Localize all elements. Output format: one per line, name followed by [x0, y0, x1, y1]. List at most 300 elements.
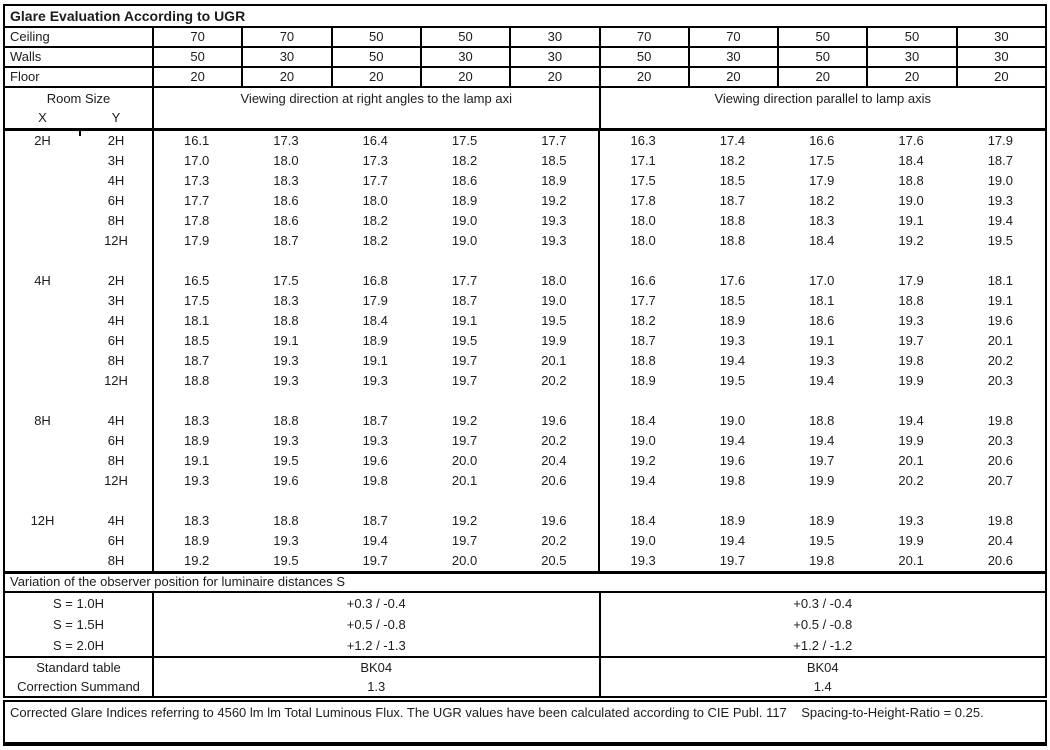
room-y-value: 2H	[107, 133, 125, 148]
xy-divider-tick	[79, 131, 81, 136]
summary-left-value: BK04	[152, 658, 599, 677]
ugr-value-left: 19.2	[451, 513, 478, 528]
ugr-value-right: 17.0	[809, 273, 835, 288]
ugr-row	[5, 351, 1045, 371]
room-x-value	[5, 291, 80, 311]
ugr-value-right: 18.4	[630, 413, 656, 428]
ugr-value-left: 18.1	[183, 313, 210, 328]
ugr-value-right: 19.5	[809, 533, 835, 548]
ugr-value-right: 19.2	[898, 233, 924, 248]
ugr-value-left: 18.8	[273, 513, 299, 528]
variation-rows	[5, 593, 1045, 658]
ugr-value-left: 19.0	[541, 293, 567, 308]
room-x-value	[5, 451, 80, 471]
ugr-value-left: 18.8	[183, 373, 210, 388]
room-y-value: 4H	[107, 513, 125, 528]
ugr-value-left: 18.2	[362, 233, 388, 248]
ugr-value-left: 18.5	[541, 153, 567, 168]
room-size-axes	[5, 110, 152, 126]
ugr-value-right: 18.3	[809, 213, 835, 228]
ugr-value-left: 18.9	[541, 173, 567, 188]
ugr-value-left: 18.7	[183, 353, 210, 368]
ugr-value-left: 18.2	[362, 213, 388, 228]
ugr-value-left: 18.5	[183, 333, 210, 348]
ugr-value-left: 20.4	[541, 453, 567, 468]
ugr-value-right: 19.8	[987, 513, 1013, 528]
ugr-row	[5, 471, 1045, 491]
room-x-value	[5, 191, 80, 211]
room-x-value	[5, 211, 80, 231]
room-x-value	[5, 151, 80, 171]
room-size-header	[5, 88, 152, 128]
variation-label: S = 1.0H	[53, 596, 104, 611]
ugr-value-left: 19.3	[183, 473, 210, 488]
ugr-value-right: 19.4	[630, 473, 656, 488]
summary-label: Correction Summand	[17, 679, 140, 694]
surface-value: 70	[599, 28, 688, 46]
ugr-value-right: 19.8	[898, 353, 924, 368]
surface-label: Ceiling	[10, 29, 50, 44]
ugr-value-right: 17.6	[719, 273, 746, 288]
ugr-row	[5, 291, 1045, 311]
ugr-value-right: 19.8	[809, 553, 835, 568]
ugr-value-right: 18.8	[719, 233, 746, 248]
ugr-value-right: 18.1	[809, 293, 835, 308]
ugr-value-left: 18.0	[273, 153, 299, 168]
ugr-row	[5, 511, 1045, 531]
surface-value: 30	[688, 48, 777, 66]
ugr-value-right: 20.1	[898, 453, 924, 468]
variation-left-value: +0.5 / -0.8	[152, 614, 599, 635]
right-viewing-direction-heading: Viewing direction parallel to lamp axis	[599, 88, 1046, 128]
summary-label: Standard table	[36, 660, 121, 675]
room-y-value: 3H	[107, 293, 125, 308]
ugr-value-right: 18.4	[809, 233, 835, 248]
surface-value: 20	[777, 68, 866, 86]
ugr-value-left: 19.3	[273, 433, 299, 448]
summary-right-value: BK04	[599, 658, 1046, 677]
ugr-value-left: 17.9	[362, 293, 388, 308]
ugr-value-left: 18.7	[273, 233, 299, 248]
ugr-value-left: 18.2	[451, 153, 478, 168]
room-y-value: 4H	[107, 313, 125, 328]
ugr-value-right: 17.9	[809, 173, 835, 188]
ugr-value-left: 19.3	[541, 213, 567, 228]
room-x-value: 2H	[34, 133, 51, 148]
ugr-row	[5, 271, 1045, 291]
summary-row	[5, 658, 1045, 677]
variation-label: S = 2.0H	[53, 638, 104, 653]
ugr-value-right: 20.1	[898, 553, 924, 568]
ugr-value-left: 20.2	[541, 533, 567, 548]
ugr-value-left: 17.8	[183, 213, 210, 228]
ugr-value-left: 18.3	[183, 413, 210, 428]
surface-value: 30	[956, 28, 1045, 46]
surface-value: 50	[331, 48, 420, 66]
room-y-value: 6H	[107, 333, 125, 348]
ugr-table	[3, 4, 1047, 698]
ugr-value-right: 17.9	[898, 273, 924, 288]
spacer-row	[5, 391, 1045, 411]
ugr-value-left: 18.9	[451, 193, 478, 208]
ugr-row	[5, 431, 1045, 451]
ugr-value-right: 19.8	[987, 413, 1013, 428]
variation-row	[5, 635, 1045, 656]
ugr-value-right: 19.9	[898, 433, 924, 448]
ugr-value-right: 19.0	[630, 533, 656, 548]
variation-row	[5, 593, 1045, 614]
ugr-row	[5, 231, 1045, 251]
ugr-value-left: 19.1	[183, 453, 210, 468]
ugr-value-right: 20.2	[987, 353, 1013, 368]
ugr-value-left: 17.5	[273, 273, 299, 288]
surface-value: 30	[509, 28, 598, 46]
ugr-value-left: 19.5	[541, 313, 567, 328]
ugr-value-left: 18.0	[541, 273, 567, 288]
ugr-value-left: 16.5	[183, 273, 210, 288]
variation-label: S = 1.5H	[53, 617, 104, 632]
ugr-value-left: 20.6	[541, 473, 567, 488]
ugr-value-left: 19.6	[541, 513, 567, 528]
table-header-row	[5, 88, 1045, 131]
room-y-value: 8H	[107, 553, 125, 568]
ugr-value-left: 18.6	[273, 193, 299, 208]
footer-note: Corrected Glare Indices referring to 4560 lm lm Total Luminous Flux. The UGR values have been calculated according to CIE Publ. 117 Spacing-to-Height-Ratio = 0.25.	[3, 700, 1047, 746]
ugr-value-right: 18.0	[630, 213, 656, 228]
ugr-value-left: 19.3	[362, 433, 388, 448]
surface-row	[5, 28, 1045, 48]
room-x-value	[5, 471, 80, 491]
room-y-value: 12H	[104, 373, 128, 388]
ugr-value-right: 18.0	[630, 233, 656, 248]
ugr-value-left: 17.5	[451, 133, 478, 148]
ugr-value-left: 17.7	[183, 193, 210, 208]
ugr-row	[5, 191, 1045, 211]
surface-value: 70	[152, 28, 241, 46]
ugr-value-right: 19.1	[987, 293, 1013, 308]
ugr-value-left: 19.0	[451, 213, 478, 228]
ugr-value-left: 19.8	[362, 473, 388, 488]
surface-value: 20	[152, 68, 241, 86]
variation-row	[5, 614, 1045, 635]
ugr-value-right: 19.0	[719, 413, 746, 428]
ugr-value-left: 19.7	[451, 373, 478, 388]
ugr-value-left: 19.6	[273, 473, 299, 488]
ugr-value-right: 18.9	[719, 313, 746, 328]
ugr-value-right: 18.2	[630, 313, 656, 328]
surface-value: 20	[241, 68, 330, 86]
ugr-value-left: 18.7	[362, 413, 388, 428]
ugr-value-right: 18.8	[809, 413, 835, 428]
surface-value: 30	[866, 48, 955, 66]
ugr-value-right: 17.5	[630, 173, 656, 188]
ugr-value-left: 19.7	[362, 553, 388, 568]
surface-row	[5, 48, 1045, 68]
ugr-value-left: 17.7	[451, 273, 478, 288]
ugr-row	[5, 531, 1045, 551]
room-x-value	[5, 311, 80, 331]
page-title: Glare Evaluation According to UGR	[5, 6, 1045, 28]
ugr-value-right: 20.6	[987, 453, 1013, 468]
ugr-value-right: 19.6	[987, 313, 1013, 328]
ugr-value-left: 17.3	[362, 153, 388, 168]
ugr-data-rows	[5, 131, 1045, 571]
room-y-value: 8H	[107, 213, 125, 228]
ugr-value-left: 19.5	[273, 553, 299, 568]
surface-value: 50	[777, 28, 866, 46]
room-x-value	[5, 531, 80, 551]
surface-value: 20	[688, 68, 777, 86]
ugr-row	[5, 451, 1045, 471]
room-x-value	[5, 371, 80, 391]
ugr-value-right: 19.7	[898, 333, 924, 348]
ugr-value-left: 19.2	[541, 193, 567, 208]
ugr-value-left: 17.7	[541, 133, 567, 148]
ugr-value-right: 19.4	[719, 433, 746, 448]
surface-label: Walls	[10, 49, 42, 64]
ugr-value-left: 17.5	[183, 293, 210, 308]
ugr-value-left: 20.1	[451, 473, 478, 488]
ugr-value-right: 19.7	[719, 553, 746, 568]
ugr-value-left: 17.7	[362, 173, 388, 188]
ugr-value-left: 20.1	[541, 353, 567, 368]
variation-right-value: +1.2 / -1.2	[599, 635, 1046, 656]
ugr-row	[5, 131, 1045, 151]
ugr-value-right: 18.8	[898, 293, 924, 308]
room-y-value: 6H	[107, 533, 125, 548]
summary-rows	[5, 658, 1045, 696]
surface-row	[5, 68, 1045, 88]
room-x-value: 4H	[34, 273, 51, 288]
variation-left-value: +0.3 / -0.4	[152, 593, 599, 614]
ugr-value-left: 19.7	[451, 433, 478, 448]
ugr-value-right: 19.3	[898, 513, 924, 528]
ugr-value-left: 18.4	[362, 313, 388, 328]
ugr-value-right: 19.8	[719, 473, 746, 488]
ugr-value-left: 18.7	[451, 293, 478, 308]
surface-value: 20	[331, 68, 420, 86]
room-y-value: 4H	[107, 173, 125, 188]
ugr-value-left: 18.6	[273, 213, 299, 228]
ugr-value-left: 19.6	[362, 453, 388, 468]
surface-value: 50	[420, 28, 509, 46]
room-x-value	[5, 231, 80, 251]
ugr-value-left: 19.7	[451, 533, 478, 548]
ugr-value-right: 18.8	[898, 173, 924, 188]
ugr-value-right: 18.9	[719, 513, 746, 528]
ugr-value-right: 19.9	[809, 473, 835, 488]
ugr-value-right: 18.7	[987, 153, 1013, 168]
ugr-value-left: 17.3	[183, 173, 210, 188]
ugr-value-right: 19.4	[809, 433, 835, 448]
surface-reflectance-rows	[5, 28, 1045, 88]
room-x-value: 12H	[30, 513, 55, 528]
room-y-value: 6H	[107, 433, 125, 448]
ugr-value-left: 19.3	[362, 373, 388, 388]
ugr-value-left: 16.1	[183, 133, 210, 148]
ugr-value-right: 18.5	[719, 173, 746, 188]
ugr-value-right: 19.6	[719, 453, 746, 468]
surface-value: 50	[866, 28, 955, 46]
ugr-row	[5, 411, 1045, 431]
variation-heading: Variation of the observer position for luminaire distances S	[5, 574, 1045, 593]
ugr-row	[5, 151, 1045, 171]
ugr-value-left: 19.3	[273, 373, 299, 388]
ugr-value-right: 19.9	[898, 373, 924, 388]
surface-value: 30	[956, 48, 1045, 66]
ugr-value-right: 20.4	[987, 533, 1013, 548]
ugr-value-right: 20.6	[987, 553, 1013, 568]
ugr-value-right: 17.8	[630, 193, 656, 208]
room-y-value: 6H	[107, 193, 125, 208]
ugr-value-left: 19.5	[273, 453, 299, 468]
ugr-value-right: 19.3	[630, 553, 656, 568]
ugr-value-left: 18.9	[183, 433, 210, 448]
y-axis-label: Y	[111, 110, 121, 125]
ugr-value-right: 17.5	[809, 153, 835, 168]
ugr-value-left: 18.8	[273, 413, 299, 428]
ugr-value-right: 17.6	[898, 133, 924, 148]
ugr-value-right: 19.0	[630, 433, 656, 448]
ugr-value-right: 16.3	[630, 133, 656, 148]
ugr-value-left: 19.2	[183, 553, 210, 568]
ugr-value-right: 19.3	[987, 193, 1013, 208]
ugr-value-left: 17.9	[183, 233, 210, 248]
ugr-value-right: 19.4	[898, 413, 924, 428]
ugr-value-left: 19.0	[451, 233, 478, 248]
ugr-value-left: 18.3	[273, 173, 299, 188]
ugr-value-right: 18.7	[719, 193, 746, 208]
ugr-value-left: 19.1	[273, 333, 299, 348]
ugr-value-left: 18.3	[273, 293, 299, 308]
ugr-value-right: 19.4	[987, 213, 1013, 228]
ugr-value-right: 20.7	[987, 473, 1013, 488]
summary-row	[5, 677, 1045, 696]
ugr-value-left: 18.8	[273, 313, 299, 328]
ugr-value-right: 17.1	[630, 153, 656, 168]
ugr-value-right: 18.1	[987, 273, 1013, 288]
ugr-row	[5, 331, 1045, 351]
ugr-value-left: 19.7	[451, 353, 478, 368]
ugr-value-right: 19.1	[809, 333, 835, 348]
surface-value: 20	[956, 68, 1045, 86]
ugr-value-left: 19.1	[362, 353, 388, 368]
ugr-value-left: 19.2	[451, 413, 478, 428]
ugr-value-right: 19.4	[719, 353, 746, 368]
ugr-value-left: 16.4	[362, 133, 388, 148]
ugr-value-left: 17.3	[273, 133, 299, 148]
ugr-value-right: 16.6	[630, 273, 656, 288]
summary-right-value: 1.4	[599, 677, 1046, 696]
surface-value: 50	[599, 48, 688, 66]
ugr-value-left: 19.3	[273, 533, 299, 548]
ugr-value-right: 19.4	[719, 533, 746, 548]
ugr-value-left: 19.5	[451, 333, 478, 348]
ugr-value-right: 19.5	[719, 373, 746, 388]
ugr-value-right: 19.3	[898, 313, 924, 328]
ugr-value-right: 19.1	[898, 213, 924, 228]
room-y-value: 8H	[107, 353, 125, 368]
ugr-row	[5, 211, 1045, 231]
surface-value: 50	[777, 48, 866, 66]
ugr-value-left: 20.5	[541, 553, 567, 568]
room-size-label: Room Size	[46, 91, 111, 106]
ugr-value-right: 18.9	[809, 513, 835, 528]
ugr-value-right: 18.2	[809, 193, 835, 208]
ugr-value-right: 18.4	[630, 513, 656, 528]
variation-right-value: +0.5 / -0.8	[599, 614, 1046, 635]
ugr-value-right: 19.0	[987, 173, 1013, 188]
ugr-value-left: 19.3	[273, 353, 299, 368]
ugr-value-left: 18.9	[362, 333, 388, 348]
room-y-value: 3H	[107, 153, 125, 168]
ugr-value-right: 18.7	[630, 333, 656, 348]
ugr-value-left: 20.2	[541, 433, 567, 448]
ugr-value-left: 18.3	[183, 513, 210, 528]
ugr-value-left: 20.0	[451, 453, 478, 468]
ugr-value-left: 18.0	[362, 193, 388, 208]
ugr-value-left: 17.0	[183, 153, 210, 168]
ugr-value-right: 19.7	[809, 453, 835, 468]
ugr-value-left: 18.9	[183, 533, 210, 548]
room-y-value: 4H	[107, 413, 125, 428]
room-y-value: 2H	[107, 273, 125, 288]
room-x-value: 8H	[34, 413, 51, 428]
ugr-row	[5, 371, 1045, 391]
room-y-value: 12H	[104, 233, 128, 248]
ugr-value-right: 20.1	[987, 333, 1013, 348]
ugr-value-right: 18.5	[719, 293, 746, 308]
ugr-value-left: 19.3	[541, 233, 567, 248]
ugr-value-right: 16.6	[809, 133, 835, 148]
ugr-value-right: 18.2	[719, 153, 746, 168]
ugr-value-right: 19.0	[898, 193, 924, 208]
spacer-row	[5, 491, 1045, 511]
surface-value: 20	[420, 68, 509, 86]
ugr-value-right: 19.2	[630, 453, 656, 468]
surface-value: 20	[509, 68, 598, 86]
left-viewing-direction-heading: Viewing direction at right angles to the lamp axi	[152, 88, 599, 128]
ugr-row	[5, 171, 1045, 191]
ugr-value-right: 19.4	[809, 373, 835, 388]
surface-value: 20	[866, 68, 955, 86]
summary-left-value: 1.3	[152, 677, 599, 696]
room-y-value: 8H	[107, 453, 125, 468]
ugr-value-right: 17.9	[987, 133, 1013, 148]
vertical-divider-middle	[598, 131, 600, 571]
ugr-value-left: 18.7	[362, 513, 388, 528]
surface-value: 30	[241, 48, 330, 66]
ugr-value-right: 19.9	[898, 533, 924, 548]
ugr-value-right: 17.4	[719, 133, 746, 148]
room-x-value	[5, 431, 80, 451]
surface-value: 70	[241, 28, 330, 46]
ugr-value-left: 19.4	[362, 533, 388, 548]
room-x-value	[5, 351, 80, 371]
ugr-value-right: 18.6	[809, 313, 835, 328]
ugr-value-right: 18.9	[630, 373, 656, 388]
ugr-value-right: 18.8	[719, 213, 746, 228]
ugr-value-right: 18.4	[898, 153, 924, 168]
room-x-value	[5, 331, 80, 351]
ugr-value-right: 20.3	[987, 373, 1013, 388]
x-axis-label: X	[38, 110, 47, 125]
ugr-value-right: 19.5	[987, 233, 1013, 248]
variation-left-value: +1.2 / -1.3	[152, 635, 599, 656]
ugr-value-left: 20.2	[541, 373, 567, 388]
ugr-value-left: 18.6	[451, 173, 478, 188]
ugr-value-right: 18.8	[630, 353, 656, 368]
